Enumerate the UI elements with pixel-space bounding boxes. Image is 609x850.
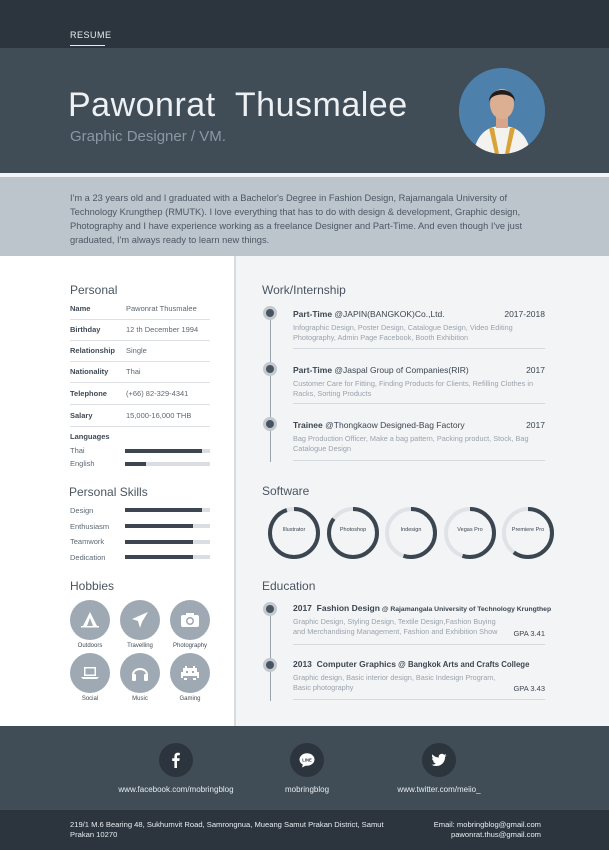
education-item — [293, 659, 545, 700]
languages-label: Languages — [70, 432, 110, 441]
airplane-icon — [120, 600, 160, 640]
timeline-dot — [263, 658, 277, 672]
personal-value: 12 th December 1994 — [126, 325, 199, 334]
facebook-link[interactable]: www.facebook.com/mobringblog — [118, 785, 234, 794]
education-title — [293, 603, 551, 613]
software-ring — [501, 506, 555, 560]
hobby-label: Outdoors — [77, 643, 103, 649]
skill-name: Teamwork — [70, 537, 105, 546]
personal-row — [70, 363, 210, 383]
personal-heading: Personal — [70, 283, 118, 297]
line-id[interactable]: mobringblog — [284, 785, 330, 794]
personal-value: 15,000-16,000 THB — [126, 411, 192, 420]
emails — [434, 820, 541, 840]
education-gpa: GPA 3.43 — [513, 684, 545, 693]
software-name: Vegas Pro — [457, 527, 483, 533]
timeline-dot — [263, 417, 277, 431]
skill-name: Design — [70, 506, 94, 515]
hobby-label: Travelling — [127, 643, 153, 649]
skill-level-bar — [125, 555, 210, 559]
software-ring — [443, 506, 497, 560]
personal-value: Thai — [126, 367, 141, 376]
work-year: 2017 — [526, 420, 545, 430]
education-degree: Computer Graphics — [316, 659, 397, 669]
work-org: @Jaspal Group of Companies(RIR) — [332, 365, 469, 375]
space-invader-icon — [170, 653, 210, 693]
work-desc: Customer Care for Fitting, Finding Products for Clients, Refilling Clothes in Racks, Sorting Products — [293, 379, 534, 398]
top-bar — [0, 0, 609, 48]
skill-level-bar — [125, 540, 210, 544]
personal-value: Single — [126, 346, 147, 355]
line-icon[interactable] — [290, 743, 324, 777]
work-year: 2017-2018 — [504, 309, 545, 319]
education-item — [293, 603, 552, 645]
intro-text: I'm a 23 years old and I graduated with a Bachelor's Degree in Fashion Design, Rajamangala University of Technology Krungthep (RMUTK). I love everything that has to do with design & development, Graphic design, Photography and I have experience working as a freelance Designer and Part-Time. And even though I've just graduated, I'm always ready to learn new things. — [70, 193, 523, 245]
work-title — [293, 420, 465, 430]
personal-key: Birthday — [70, 325, 101, 334]
work-year: 2017 — [526, 365, 545, 375]
personal-key: Name — [70, 304, 91, 313]
software-name: Premiere Pro — [511, 527, 545, 533]
contact-bar — [0, 810, 609, 850]
skill-level-bar — [125, 524, 210, 528]
personal-key: Nationality — [70, 367, 109, 376]
work-title — [293, 309, 445, 319]
email-primary[interactable]: Email: mobringblog@gmail.com — [433, 820, 541, 829]
software-ring — [384, 506, 438, 560]
tab-underline — [70, 45, 105, 46]
personal-row — [70, 385, 210, 405]
personal-row — [70, 407, 210, 427]
personal-key: Telephone — [70, 389, 107, 398]
timeline-dot — [263, 306, 277, 320]
timeline-dot — [263, 362, 277, 376]
work-type: Trainee — [293, 420, 323, 430]
work-item — [293, 365, 545, 404]
language-name: Thai — [70, 446, 85, 455]
education-heading: Education — [262, 579, 316, 593]
tab-resume[interactable]: RESUME — [70, 30, 112, 40]
work-item — [293, 309, 545, 349]
education-desc: Graphic design, Basic interior design, Basic Indesign Program, Basic photography — [293, 673, 496, 692]
software-name: Photoshop — [339, 527, 367, 533]
personal-key: Relationship — [70, 346, 116, 355]
software-ring — [326, 506, 380, 560]
hero-banner — [0, 48, 609, 173]
personal-value: Pawonrat Thusmalee — [126, 304, 197, 313]
timeline-dot — [263, 602, 277, 616]
software-name: Indesign — [400, 527, 422, 533]
intro-section — [0, 177, 609, 256]
education-timeline — [270, 606, 271, 701]
job-title: Graphic Designer / VM. — [70, 128, 226, 145]
education-year: 2017 — [293, 603, 312, 613]
education-school: @ Rajamangala University of Technology Krungthep — [379, 606, 552, 613]
person-name: Pawonrat Thusmalee — [68, 86, 408, 124]
work-timeline — [270, 310, 271, 462]
work-org: @Thongkaow Designed-Bag Factory — [322, 420, 465, 430]
laptop-icon — [70, 653, 110, 693]
education-school: @ Bangkok Arts and Crafts College — [396, 660, 530, 669]
profile-photo — [459, 68, 545, 154]
work-org: @JAPIN(BANGKOK)Co.,Ltd. — [332, 309, 445, 319]
camera-icon — [170, 600, 210, 640]
personal-key: Salary — [70, 411, 93, 420]
work-item — [293, 420, 545, 461]
address: 219/1 M.6 Bearing 48, Sukhumvit Road, Samrongnua, Mueang Samut Prakan District, Samut Prakan 10270 — [70, 820, 384, 839]
svg-text:LINE: LINE — [302, 757, 312, 763]
education-title — [293, 659, 529, 669]
software-name: Illustrator — [282, 527, 306, 533]
email-secondary[interactable]: pawonrat.thus@gmail.com — [450, 830, 541, 839]
skill-name: Dedication — [70, 553, 106, 562]
work-desc: Bag Production Officer, Make a bag pattern, Packing product, Stock, Bag Catalogue Design — [293, 434, 529, 453]
hobbies-heading: Hobbies — [70, 579, 115, 593]
skill-name: Enthusiasm — [70, 522, 110, 531]
software-ring — [267, 506, 321, 560]
social-footer — [0, 726, 609, 810]
hobby-label: Gaming — [179, 696, 201, 702]
personal-value: (+66) 82-329-4341 — [126, 389, 189, 398]
education-degree: Fashion Design — [316, 603, 380, 613]
skill-level-bar — [125, 508, 210, 512]
personal-row — [70, 300, 210, 320]
work-heading: Work/Internship — [262, 283, 346, 297]
personal-row — [70, 342, 210, 362]
hobby-label: Music — [132, 696, 148, 702]
language-level-bar — [125, 449, 210, 453]
work-title — [293, 365, 469, 375]
work-type: Part-Time — [293, 365, 333, 375]
skills-heading: Personal Skills — [69, 485, 148, 499]
twitter-link[interactable]: www.twitter.com/meiio_ — [397, 785, 481, 794]
language-name: English — [70, 459, 95, 468]
education-year: 2013 — [293, 659, 312, 669]
facebook-icon[interactable] — [159, 743, 193, 777]
education-desc: Graphic Design, Styling Design, Textile Design,Fashion Buying and Merchandising Management, Fashion and Exhibition Show — [293, 617, 498, 636]
work-desc: Infographic Design, Poster Design, Catalogue Design, Video Editing Photography, Admin Page Facebook, Booth Exhibition — [293, 323, 513, 342]
language-level-bar — [125, 462, 210, 466]
headphones-icon — [120, 653, 160, 693]
hobby-label: Photography — [172, 643, 208, 649]
hobby-label: Social — [81, 696, 99, 702]
education-gpa: GPA 3.41 — [513, 629, 545, 638]
tent-icon — [70, 600, 110, 640]
work-type: Part-Time — [293, 309, 333, 319]
software-heading: Software — [262, 484, 310, 498]
twitter-icon[interactable] — [422, 743, 456, 777]
personal-row — [70, 321, 210, 341]
